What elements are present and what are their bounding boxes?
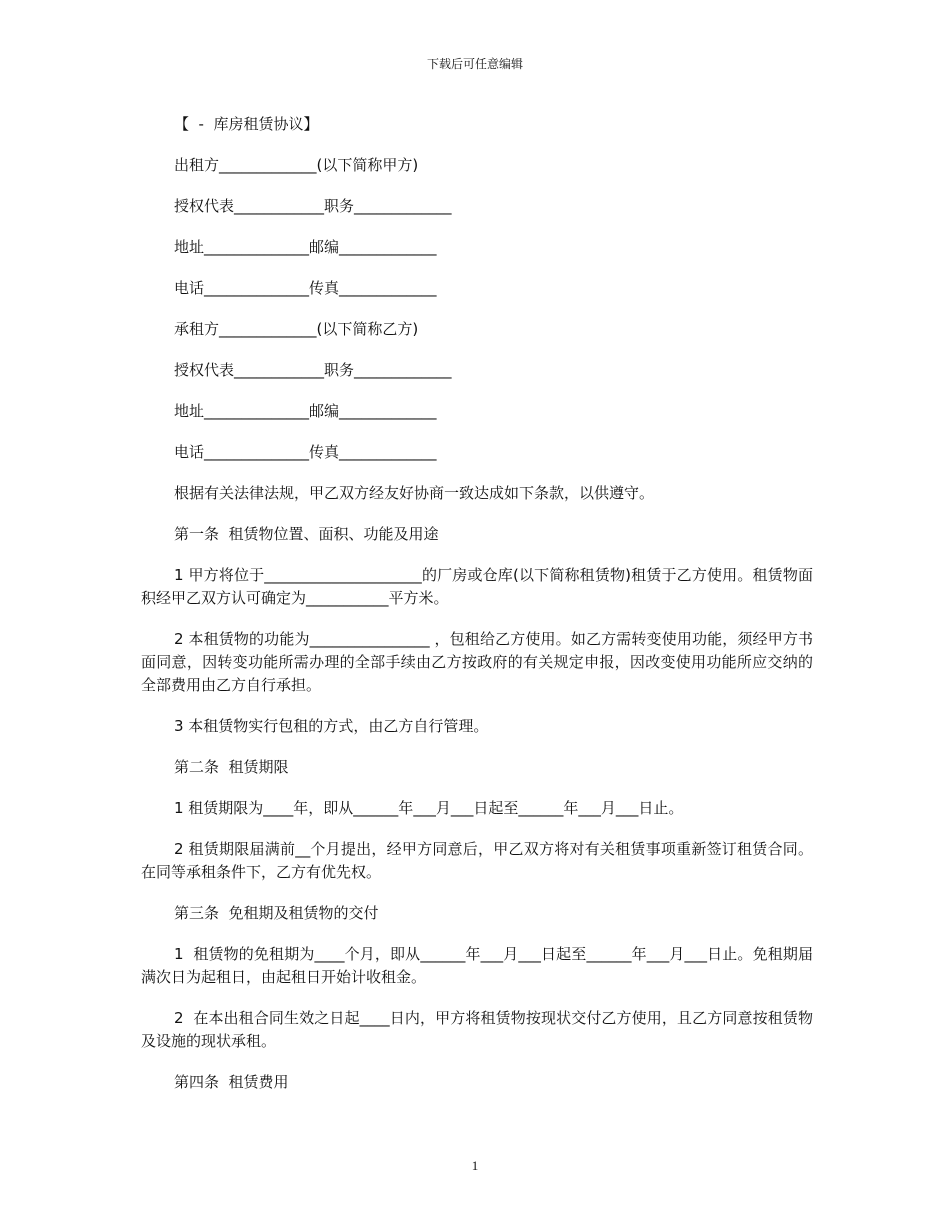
article-3-heading: 第三条 免租期及租赁物的交付: [174, 904, 379, 922]
article-2-clause-2: 2 租赁期限届满前__个月提出，经甲方同意后，甲乙双方将对有关租赁事项重新签订租赁合同。在同等承租条件下，乙方有优先权。: [141, 840, 813, 881]
article-1-clause-2: 2 本租赁物的功能为________________ ，包租给乙方使用。如乙方需转变使用功能，须经甲方书面同意，因转变功能所需办理的全部手续由乙方按政府的有关规定申报，因改变使用功能所应交纳的全部费用由乙方自行承担。: [141, 630, 813, 694]
lessee-phone-line: 电话______________传真_____________: [174, 443, 437, 461]
article-4-heading: 第四条 租赁费用: [174, 1073, 289, 1091]
page-header: 下载后可任意编辑: [426, 57, 523, 71]
lessor-representative-line: 授权代表____________职务_____________: [174, 197, 452, 215]
lessor-address-line: 地址______________邮编_____________: [174, 238, 437, 256]
page-number: 1: [471, 1158, 479, 1173]
lessor-line: 出租方_____________(以下简称甲方): [174, 156, 419, 174]
document-title: 【 - 库房租赁协议】: [174, 115, 319, 133]
preamble: 根据有关法律法规，甲乙双方经友好协商一致达成如下条款，以供遵守。: [174, 484, 655, 502]
article-1-heading: 第一条 租赁物位置、面积、功能及用途: [174, 525, 439, 543]
article-3-clause-1: 1 租赁物的免租期为____个月，即从______年___月___日起至______年___月___日止。免租期届满次日为起租日，由起租日开始计收租金。: [141, 945, 813, 986]
lessee-representative-line: 授权代表____________职务_____________: [174, 361, 452, 379]
lessee-line: 承租方_____________(以下简称乙方): [174, 320, 419, 338]
lessee-address-line: 地址______________邮编_____________: [174, 402, 437, 420]
article-3-clause-2: 2 在本出租合同生效之日起____日内，甲方将租赁物按现状交付乙方使用，且乙方同意按租赁物及设施的现状承租。: [141, 1009, 813, 1050]
article-1-clause-1: 1 甲方将位于_____________________的厂房或仓库(以下简称租赁物)租赁于乙方使用。租赁物面积经甲乙双方认可确定为___________平方米。: [141, 566, 813, 607]
article-1-clause-3: 3 本租赁物实行包租的方式，由乙方自行管理。: [174, 717, 489, 735]
lessor-phone-line: 电话______________传真_____________: [174, 279, 437, 297]
document-body: [141, 113, 813, 1112]
article-2-heading: 第二条 租赁期限: [174, 758, 289, 776]
article-2-clause-1: 1 租赁期限为____年，即从______年___月___日起至______年___月___日止。: [174, 799, 684, 817]
